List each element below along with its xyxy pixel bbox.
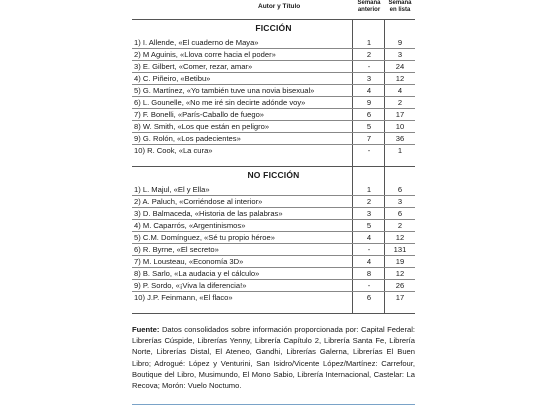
table-row (132, 255, 415, 267)
source-label: Fuente: (132, 325, 160, 334)
weeks-on-list: 1 (397, 146, 403, 155)
book-title: 1) L. Majul, «El y Ella» (134, 185, 210, 194)
prev-week-rank: 6 (366, 110, 372, 119)
weeks-on-list: 17 (395, 110, 405, 119)
weeks-on-list: 2 (397, 98, 403, 107)
table-row (132, 48, 415, 60)
table-row (132, 37, 415, 48)
book-title: 4) C. Piñeiro, «Betibu» (134, 74, 211, 83)
nonfiction-rows (132, 184, 415, 303)
weeks-on-list: 10 (395, 122, 405, 131)
weeks-on-list: 2 (397, 221, 403, 230)
prev-week-rank: 7 (366, 134, 372, 143)
book-title: 9) P. Sordo, «¡Viva la diferencia!» (134, 281, 247, 290)
prev-week-rank: 5 (366, 122, 372, 131)
weeks-on-list-header: Semana en lista (388, 0, 412, 13)
prev-week-rank: 2 (366, 50, 372, 59)
weeks-on-list: 4 (397, 86, 403, 95)
weeks-on-list: 131 (393, 245, 407, 254)
divider (132, 313, 415, 314)
table-row (132, 96, 415, 108)
table-row (132, 108, 415, 120)
section-title-fiction: FICCIÓN (255, 23, 292, 33)
source-text: Datos consolidados sobre información proporcionada por: Capital Federal: Librerías Cúspide, Librerías Yenny, Librería Capítulo 2, Librería Santa Fe, Librería Norte, Librerías Distal, El Ateneo, Gandhi, Librerías Galerna, Librerías El Buen Libro; Adrogué: López y Venturini, San Isidro/Vicente López/Martínez: Carrefour, Boutique del Libro, Musimundo, El Mono Sabio, Librería Internacional, Castelar: La Recova; Morón: Vuelo Noctumo. (132, 325, 415, 391)
table-row (132, 231, 415, 243)
book-title: 1) I. Allende, «El cuaderno de Maya» (134, 38, 259, 47)
table-row (132, 84, 415, 96)
book-title: 3) D. Balmaceda, «Historia de las palabras» (134, 209, 283, 218)
table-row (132, 291, 415, 303)
prev-week-rank: 1 (366, 38, 372, 47)
table-row (132, 184, 415, 195)
prev-week-rank: 5 (366, 221, 372, 230)
source-footnote (132, 324, 415, 391)
bestseller-list (132, 0, 415, 314)
prev-week-rank: 2 (366, 197, 372, 206)
prev-week-rank: 3 (366, 209, 372, 218)
book-title: 7) M. Lousteau, «Economía 3D» (134, 257, 244, 266)
table-row (132, 207, 415, 219)
nonfiction-table (132, 167, 415, 313)
table-row (132, 144, 415, 156)
weeks-on-list: 19 (395, 257, 405, 266)
prev-week-rank: - (367, 245, 371, 254)
author-title-header: Autor y Título (258, 3, 301, 10)
weeks-on-list: 12 (395, 233, 405, 242)
prev-week-rank: 4 (366, 233, 372, 242)
prev-week-rank: 4 (366, 86, 372, 95)
table-row (132, 120, 415, 132)
list-header (132, 0, 415, 19)
table-row (132, 279, 415, 291)
book-title: 5) G. Martínez, «Yo también tuve una novia bisexual» (134, 86, 315, 95)
table-row (132, 132, 415, 144)
fiction-rows (132, 37, 415, 156)
weeks-on-list: 6 (397, 209, 403, 218)
book-title: 8) B. Sarlo, «La audacia y el cálculo» (134, 269, 260, 278)
weeks-on-list: 12 (395, 74, 405, 83)
prev-week-rank: 8 (366, 269, 372, 278)
prev-week-rank: 3 (366, 74, 372, 83)
book-title: 8) W. Smith, «Los que están en peligro» (134, 122, 270, 131)
fiction-table (132, 20, 415, 166)
prev-week-rank: - (367, 62, 371, 71)
prev-week-rank: - (367, 146, 371, 155)
book-title: 4) M. Caparrós, «Argentinismos» (134, 221, 246, 230)
book-title: 6) L. Gounelle, «No me iré sin decirte adónde voy» (134, 98, 306, 107)
table-row (132, 219, 415, 231)
weeks-on-list: 6 (397, 185, 403, 194)
table-row (132, 195, 415, 207)
book-title: 7) F. Bonelli, «París-Caballo de fuego» (134, 110, 265, 119)
weeks-on-list: 9 (397, 38, 403, 47)
book-title: 10) J.P. Feinmann, «El flaco» (134, 293, 233, 302)
book-title: 2) A. Paluch, «Corriéndose al interior» (134, 197, 263, 206)
section-title-nonfiction: NO FICCIÓN (247, 170, 300, 180)
book-title: 10) R. Cook, «La cura» (134, 146, 213, 155)
weeks-on-list: 26 (395, 281, 405, 290)
prev-week-rank: 4 (366, 257, 372, 266)
weeks-on-list: 24 (395, 62, 405, 71)
prev-week-header: Semana anterior (357, 0, 381, 13)
table-row (132, 60, 415, 72)
weeks-on-list: 12 (395, 269, 405, 278)
weeks-on-list: 3 (397, 50, 403, 59)
weeks-on-list: 3 (397, 197, 403, 206)
table-row (132, 72, 415, 84)
prev-week-rank: - (367, 281, 371, 290)
prev-week-rank: 9 (366, 98, 372, 107)
weeks-on-list: 17 (395, 293, 405, 302)
prev-week-rank: 6 (366, 293, 372, 302)
book-title: 3) E. Gilbert, «Comer, rezar, amar» (134, 62, 253, 71)
table-row (132, 243, 415, 255)
book-title: 5) C.M. Domínguez, «Sé tu propio héroe» (134, 233, 275, 242)
book-title: 2) M Aguinis, «Llova corre hacia el poder» (134, 50, 276, 59)
prev-week-rank: 1 (366, 185, 372, 194)
book-title: 6) R. Byrne, «El secreto» (134, 245, 219, 254)
table-row (132, 267, 415, 279)
weeks-on-list: 36 (395, 134, 405, 143)
book-title: 9) G. Rolón, «Los padecientes» (134, 134, 241, 143)
